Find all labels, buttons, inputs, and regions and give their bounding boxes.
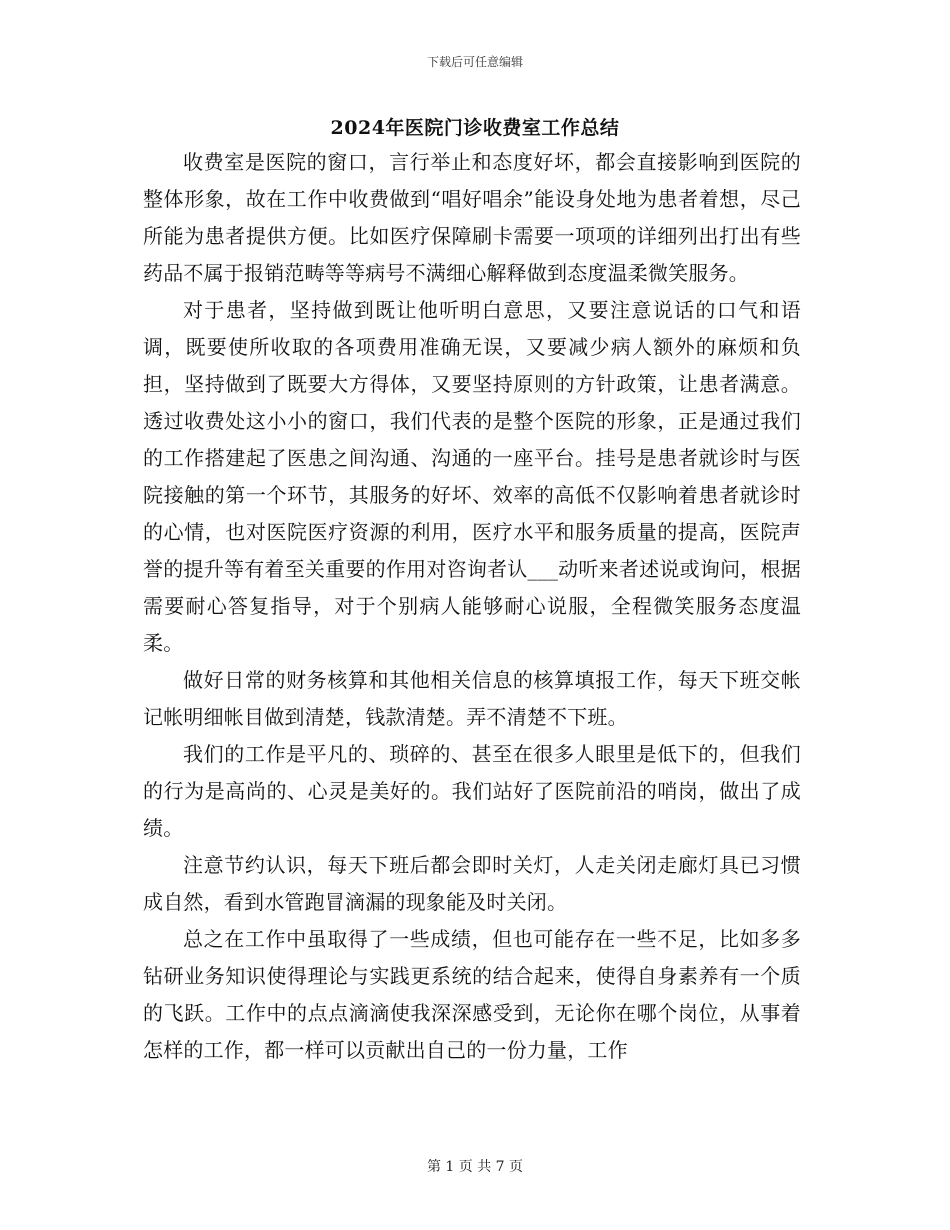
paragraph: 总之在工作中虽取得了一些成绩，但也可能存在一些不足，比如多多钻研业务知识使得理论与实践更系统的结合起来，使得自身素养有一个质的飞跃。工作中的点点滴滴使我深深感受到，无论你在哪个岗位，从事着怎样的工作，都一样可以贡献出自己的一份力量，工作 <box>143 927 801 1062</box>
paragraph: 收费室是医院的窗口，言行举止和态度好坏，都会直接影响到医院的整体形象，故在工作中收费做到“唱好唱余”能设身处地为患者着想，尽己所能为患者提供方便。比如医疗保障刷卡需要一项项的详细列出打出有些药品不属于报销范畴等等病号不满细心解释做到态度温柔微笑服务。 <box>143 150 801 285</box>
page-indicator: 第 1 页 共 7 页 <box>426 1159 524 1175</box>
paragraph: 对于患者，坚持做到既让他听明白意思，又要注意说话的口气和语调，既要使所收取的各项费用准确无误，又要减少病人额外的麻烦和负担，坚持做到了既要大方得体，又要坚持原则的方针政策，让患者满意。透过收费处这小小的窗口，我们代表的是整个医院的形象，正是通过我们的工作搭建起了医患之间沟通、沟通的一座平台。挂号是患者就诊时与医院接触的第一个环节，其服务的好坏、效率的高低不仅影响着患者就诊时的心情，也对医院医疗资源的利用，医疗水平和服务质量的提高，医院声誉的提升等有着至关重要的作用对咨询者认___动听来者述说或询问，根据需要耐心答复指导，对于个别病人能够耐心说服，全程微笑服务态度温柔。 <box>143 298 801 655</box>
document-body <box>143 144 801 1069</box>
paragraph: 做好日常的财务核算和其他相关信息的核算填报工作，每天下班交帐记帐明细帐目做到清楚，钱款清楚。弄不清楚不下班。 <box>143 668 801 729</box>
paragraph: 注意节约认识，每天下班后都会即时关灯，人走关闭走廊灯具已习惯成自然，看到水管跑冒滴漏的现象能及时关闭。 <box>143 853 801 914</box>
paragraph: 我们的工作是平凡的、琐碎的、甚至在很多人眼里是低下的，但我们的行为是高尚的、心灵是美好的。我们站好了医院前沿的哨岗，做出了成绩。 <box>143 742 801 840</box>
document-title: 2024年医院门诊收费室工作总结 <box>330 117 620 139</box>
header-note: 下载后可任意编辑 <box>426 55 523 69</box>
